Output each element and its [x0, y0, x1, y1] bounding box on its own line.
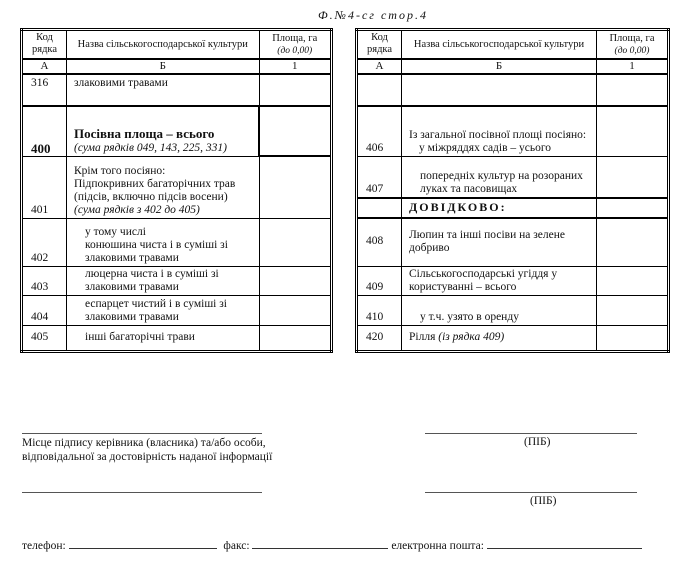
code-header — [357, 30, 402, 60]
row-line: злаковими травами — [85, 280, 179, 293]
table-row — [22, 266, 332, 295]
value-cell-403[interactable] — [259, 266, 332, 295]
value-cell-407[interactable] — [597, 156, 669, 198]
row-line: Із загальної посівної площі посіяно: — [409, 128, 587, 141]
code-header — [22, 30, 67, 60]
row-code: 401 — [22, 156, 67, 218]
fax-label: факс: — [223, 540, 250, 552]
row-name: Люпин та інші посіви на зелене добриво — [402, 218, 597, 266]
pib-line-2[interactable] — [425, 492, 637, 493]
row-line: конюшина чиста і в суміші зі — [85, 238, 228, 251]
value-cell-401[interactable] — [259, 156, 332, 218]
row-note: (сума рядків 049, 143, 225, 331) — [74, 141, 227, 154]
code-header-text: Код рядка — [366, 32, 393, 55]
area-header-text: Площа, га — [609, 32, 655, 44]
value-cell-420[interactable] — [597, 325, 669, 351]
value-cell-empty[interactable] — [597, 74, 669, 106]
value-cell-400[interactable] — [259, 106, 332, 156]
pib-line-1[interactable] — [425, 433, 637, 434]
row-name — [67, 106, 260, 156]
right-table — [355, 28, 670, 353]
row-line: (підсів, включно підсів восени) — [74, 190, 228, 203]
row-code — [357, 198, 402, 218]
table-row — [357, 325, 669, 351]
row-line: луках та пасовищах — [420, 183, 518, 195]
row-line: у міжряддях садів – усього — [419, 141, 552, 154]
row-code: 404 — [22, 295, 67, 325]
row-line: еспарцет чистий і в суміші зі — [85, 297, 227, 310]
area-header-text: Площа, га — [272, 32, 318, 44]
value-cell-405[interactable] — [259, 325, 332, 351]
row-code: 410 — [357, 295, 402, 325]
value-cell-404[interactable] — [259, 295, 332, 325]
row-name — [67, 156, 260, 218]
letter-a: А — [22, 59, 67, 74]
letter-b: Б — [402, 59, 597, 74]
row-note: (із рядка 409) — [438, 330, 505, 343]
table-row — [22, 295, 332, 325]
row-line: Сільськогосподарські угіддя у — [409, 267, 558, 280]
row-code: 403 — [22, 266, 67, 295]
table-row — [22, 106, 332, 156]
table-row — [357, 156, 669, 198]
table-row — [22, 74, 332, 106]
value-cell-410[interactable] — [597, 295, 669, 325]
row-name — [67, 218, 260, 266]
row-line: люцерна чиста і в суміші зі — [85, 267, 219, 280]
value-cell-section — [597, 198, 669, 218]
pib-label-2: (ПІБ) — [530, 495, 557, 507]
row-name — [402, 156, 597, 198]
row-code: 316 — [22, 74, 67, 106]
name-header: Назва сільськогосподарської культури — [67, 30, 260, 60]
contact-row — [22, 538, 642, 552]
row-name — [67, 266, 260, 295]
row-code: 408 — [357, 218, 402, 266]
area-unit: (до 0,00) — [277, 45, 313, 56]
section-row — [357, 198, 669, 218]
row-name — [402, 266, 597, 295]
signature-line[interactable] — [22, 433, 262, 434]
row-line: у тому числі — [85, 225, 146, 238]
row-title: Рілля — [409, 330, 436, 343]
pib-label-1: (ПІБ) — [524, 436, 551, 448]
row-code: 400 — [22, 106, 67, 156]
row-line: злаковими травами — [85, 251, 179, 264]
value-cell-409[interactable] — [597, 266, 669, 295]
table-row — [357, 295, 669, 325]
value-cell-316[interactable] — [259, 74, 332, 106]
row-name: у т.ч. узято в оренду — [402, 295, 597, 325]
area-header — [259, 30, 332, 60]
table-row — [22, 325, 332, 351]
row-line: злаковими травами — [85, 310, 179, 323]
signature-caption-line: відповідальної за достовірність наданої інформації — [22, 451, 273, 463]
form-id: Ф.№4-сг стор.4 — [318, 8, 428, 22]
letter-1: 1 — [597, 59, 669, 74]
row-name — [402, 106, 597, 156]
row-code: 406 — [357, 106, 402, 156]
left-table — [20, 28, 333, 353]
row-name — [67, 295, 260, 325]
table-row — [22, 156, 332, 218]
phone-label: телефон: — [22, 540, 66, 552]
row-name: інші багаторічні трави — [67, 325, 260, 351]
signature-caption — [22, 436, 272, 464]
section-heading: ДОВІДКОВО: — [402, 198, 597, 218]
row-line: Підпокривних багаторічних трав — [74, 177, 236, 190]
table-row — [357, 106, 669, 156]
area-unit: (до 0,00) — [614, 45, 650, 56]
letter-1: 1 — [259, 59, 332, 74]
row-code — [357, 74, 402, 106]
table-row — [357, 218, 669, 266]
email-label: електронна пошта: — [391, 540, 484, 552]
row-name — [402, 325, 597, 351]
row-note: (сума рядків з 402 до 405) — [74, 203, 200, 216]
value-cell-402[interactable] — [259, 218, 332, 266]
row-line: Крім того посіяно: — [74, 164, 166, 177]
row-name: злаковими травами — [67, 74, 260, 106]
letter-a: А — [357, 59, 402, 74]
row-name — [402, 74, 597, 106]
phone-field[interactable] — [69, 538, 217, 549]
value-cell-408[interactable] — [597, 218, 669, 266]
letter-b: Б — [67, 59, 260, 74]
fax-field[interactable] — [252, 538, 388, 549]
row-code: 407 — [357, 156, 402, 198]
row-code: 405 — [22, 325, 67, 351]
area-header — [597, 30, 669, 60]
row-title: Посівна площа – всього — [74, 125, 215, 141]
row-line: користуванні – всього — [409, 280, 517, 293]
table-row-empty — [357, 74, 669, 106]
row-code: 420 — [357, 325, 402, 351]
email-field[interactable] — [487, 538, 642, 549]
value-cell-406[interactable] — [597, 106, 669, 156]
table-row — [357, 266, 669, 295]
row-code: 402 — [22, 218, 67, 266]
code-header-text: Код рядка — [31, 32, 58, 55]
name-header: Назва сільськогосподарської культури — [402, 30, 597, 60]
signature-line-2[interactable] — [22, 492, 262, 493]
signature-caption-line: Місце підпису керівника (власника) та/або особи, — [22, 437, 266, 449]
row-code: 409 — [357, 266, 402, 295]
row-line: попередніх культур на розораних — [420, 170, 583, 182]
table-row — [22, 218, 332, 266]
